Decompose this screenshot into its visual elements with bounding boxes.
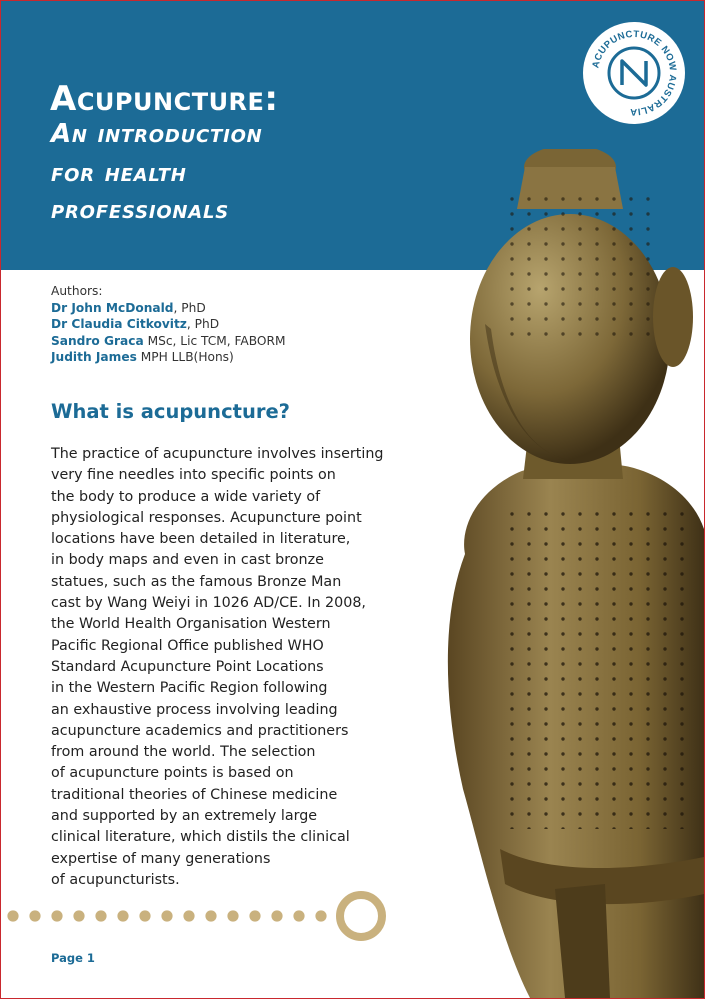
decorative-dot-line	[1, 891, 401, 943]
decorative-dot	[183, 910, 194, 921]
decorative-dot	[139, 910, 150, 921]
body-line: cast by Wang Weiyi in 1026 AD/CE. In 2008,	[51, 595, 366, 612]
body-line: the World Health Organisation Western	[51, 616, 331, 633]
authors-label: Authors:	[51, 284, 103, 298]
body-line: in body maps and even in cast bronze	[51, 552, 324, 569]
author-name: Dr John McDonald	[51, 300, 174, 315]
title-line-3: for health	[51, 158, 187, 188]
author-credentials: , PhD	[186, 317, 220, 332]
decorative-dot	[7, 910, 18, 921]
body-line: in the Western Pacific Region following	[51, 680, 328, 697]
decorative-dot	[205, 910, 216, 921]
author-credentials: MPH LLB(Hons)	[136, 350, 234, 365]
body-line: of acupuncturists.	[51, 871, 180, 888]
author-credentials: , PhD	[173, 300, 206, 315]
author-name: Judith James	[51, 350, 137, 365]
body-line: acupuncture academics and practitioners	[51, 722, 349, 739]
bronze-statue-image	[405, 149, 704, 998]
page-number: Page 1	[51, 951, 95, 965]
decorative-dot	[271, 910, 282, 921]
author-line	[51, 333, 286, 350]
body-line: clinical literature, which distils the clinical	[51, 829, 350, 846]
author-line	[51, 349, 286, 366]
decorative-dot	[95, 910, 106, 921]
body-line: Standard Acupuncture Point Locations	[51, 658, 324, 675]
decorative-dot	[161, 910, 172, 921]
body-line: physiological responses. Acupuncture point	[51, 509, 362, 526]
acupuncture-now-australia-logo	[582, 21, 686, 125]
body-line: the body to produce a wide variety of	[51, 488, 321, 505]
decorative-dot	[117, 910, 128, 921]
title-line-1: Acupuncture:	[50, 79, 279, 119]
author-credentials: MSc, Lic TCM, FABORM	[143, 333, 286, 348]
author-line	[51, 316, 286, 333]
body-text	[51, 444, 421, 891]
authors-block	[51, 283, 286, 366]
body-line: The practice of acupuncture involves inserting	[51, 446, 384, 462]
author-name: Dr Claudia Citkovitz	[51, 317, 187, 332]
body-line: of acupuncture points is based on	[51, 765, 294, 782]
decorative-dot	[227, 910, 238, 921]
title-line-4: professionals	[51, 195, 230, 225]
author-name: Sandro Graca	[51, 333, 144, 348]
body-line: and supported by an extremely large	[51, 808, 318, 825]
body-line: Pacific Regional Office published WHO	[51, 637, 324, 654]
author-line	[51, 300, 286, 317]
body-line: expertise of many generations	[51, 850, 271, 867]
title-line-2: An introduction	[51, 119, 263, 149]
decorative-dot	[51, 910, 62, 921]
body-line: statues, such as the famous Bronze Man	[51, 573, 342, 590]
body-line: from around the world. The selection	[51, 744, 316, 761]
decorative-dot	[249, 910, 260, 921]
decorative-dot	[293, 910, 304, 921]
decorative-dot	[73, 910, 84, 921]
decorative-dot	[315, 910, 326, 921]
svg-text:ACUPUNCTURE NOW AUSTRALIA: ACUPUNCTURE NOW AUSTRALIA	[590, 28, 679, 118]
decorative-dot	[29, 910, 40, 921]
body-line: locations have been detailed in literature,	[51, 531, 351, 548]
section-heading: What is acupuncture?	[51, 400, 290, 423]
body-line: traditional theories of Chinese medicine	[51, 786, 338, 803]
decorative-ring	[340, 895, 382, 937]
body-line: an exhaustive process involving leading	[51, 701, 338, 718]
body-line: very fine needles into specific points on	[51, 467, 336, 484]
